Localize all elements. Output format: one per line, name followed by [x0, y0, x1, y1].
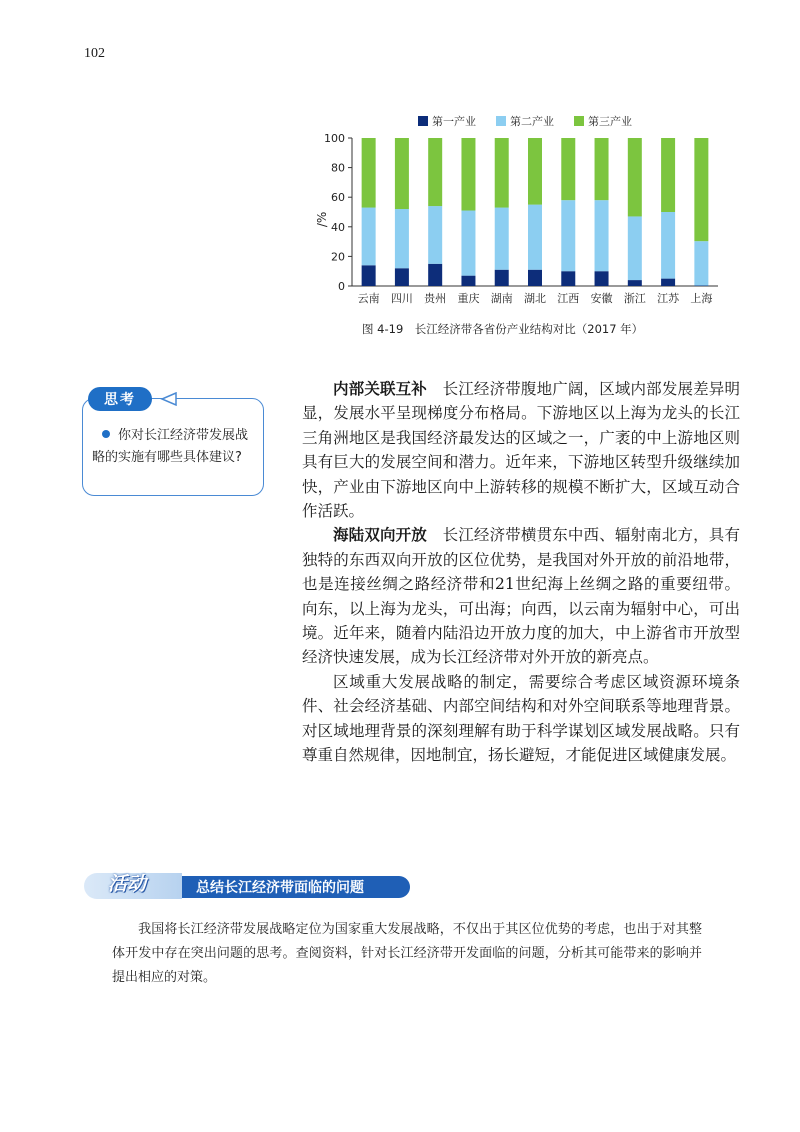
y-tick-label: 60: [331, 191, 345, 205]
bar-segment: [428, 206, 442, 264]
bar-segment: [428, 264, 442, 286]
y-tick-label: 100: [324, 132, 345, 145]
bar-segment: [628, 280, 642, 286]
bar-segment: [362, 208, 376, 266]
bar-segment: [395, 209, 409, 268]
bar-segment: [528, 138, 542, 205]
bar-segment: [561, 271, 575, 286]
bar-segment: [694, 241, 708, 285]
page-number: 102: [84, 46, 105, 61]
industry-structure-chart: [300, 108, 740, 318]
bar-segment: [628, 216, 642, 280]
pointer-arrow-icon: [160, 392, 178, 406]
legend-label: 第三产业: [588, 115, 632, 128]
bar-segment: [528, 270, 542, 286]
x-tick-label: 江苏: [657, 292, 680, 305]
x-tick-label: 云南: [357, 292, 380, 305]
bar-segment: [495, 208, 509, 270]
figure-caption: 图 4-19 长江经济带各省份产业结构对比（2017 年）: [362, 322, 644, 336]
bullet-icon: [102, 430, 110, 438]
bar-segment: [461, 276, 475, 286]
bar-segment: [461, 211, 475, 276]
think-question-text: 你对长江经济带发展战略的实施有哪些具体建议?: [92, 428, 249, 465]
x-tick-label: 贵州: [424, 292, 447, 305]
bar-segment: [395, 138, 409, 209]
bar-segment: [595, 200, 609, 271]
bar-segment: [362, 265, 376, 286]
bar-segment: [495, 270, 509, 286]
legend-swatch: [496, 116, 506, 126]
activity-text-content: 我国将长江经济带发展战略定位为国家重大发展战略，不仅出于其区位优势的考虑，也出于对其整体开发中存在突出问题的思考。查阅资料，针对长江经济带开发面临的问题，分析其可能带来的影响并提出相应的对策。: [112, 922, 702, 985]
think-tag: 思考: [88, 387, 152, 411]
paragraph-internal: [302, 377, 740, 523]
bar-segment: [661, 212, 675, 279]
paragraph-strategy: 区域重大发展战略的制定，需要综合考虑区域资源环境条件、社会经济基础、内部空间结构和对外空间联系等地理背景。对区域地理背景的深刻理解有助于科学谋划区域发展战略。只有尊重自然规律，因地制宜，扬长避短，才能促进区域健康发展。: [302, 672, 740, 765]
x-tick-label: 四川: [390, 292, 413, 305]
legend-label: 第一产业: [432, 115, 476, 128]
activity-title: 总结长江经济带面临的问题: [196, 880, 364, 896]
x-tick-label: 重庆: [457, 292, 480, 305]
bar-segment: [561, 200, 575, 271]
bar-segment: [461, 138, 475, 211]
paragraph-text-opening: 长江经济带横贯东中西、辐射南北方，具有独特的东西双向开放的区位优势，是我国对外开放的前沿地带，也是连接丝绸之路经济带和21世纪海上丝绸之路的重要纽带。向东，以上海为龙头，可出海；向西，以云南为辐射中心，可出境。近年来，随着内陆沿边开放力度的加大，中上游省市开放型经济快速发展，成为长江经济带对外开放的新亮点。: [302, 526, 740, 667]
y-tick-label: 40: [331, 220, 345, 234]
think-question: [92, 425, 258, 469]
activity-text: [112, 918, 702, 990]
bar-segment: [595, 271, 609, 286]
main-text: [302, 377, 740, 768]
bar-segment: [661, 279, 675, 286]
x-tick-label: 上海: [690, 292, 713, 305]
bar-segment: [528, 205, 542, 270]
paragraph-heading-opening: 海陆双向开放: [333, 526, 427, 545]
bar-segment: [694, 138, 708, 241]
paragraph-text-internal: 长江经济带腹地广阔，区域内部发展差异明显，发展水平呈现梯度分布格局。下游地区以上海为龙头的长江三角洲地区是我国经济最发达的区域之一，广袤的中上游地区则具有巨大的发展空间和潜力。近年来，下游地区转型升级继续加快，产业由下游地区向中上游转移的规模不断扩大，区域互动合作活跃。: [302, 380, 740, 521]
bar-segment: [395, 268, 409, 286]
y-axis-label: /%: [315, 211, 329, 228]
x-tick-label: 湖北: [524, 292, 546, 305]
bar-segment: [628, 138, 642, 216]
bar-segment: [561, 138, 575, 200]
bar-segment: [661, 138, 675, 212]
x-tick-label: 江西: [557, 292, 580, 305]
bar-segment: [362, 138, 376, 208]
y-tick-label: 0: [338, 280, 345, 293]
x-tick-label: 浙江: [623, 292, 646, 305]
paragraph-heading-internal: 内部关联互补: [333, 380, 427, 398]
legend-label: 第二产业: [510, 115, 554, 128]
legend-swatch: [574, 116, 584, 126]
paragraph-opening: [302, 523, 740, 669]
bar-segment: [595, 138, 609, 200]
y-tick-label: 20: [331, 250, 345, 264]
bar-segment: [495, 138, 509, 208]
legend-swatch: [418, 116, 428, 126]
x-tick-label: 安徽: [590, 292, 613, 305]
activity-label: 活动: [108, 873, 147, 895]
x-tick-label: 湖南: [490, 292, 513, 305]
bar-segment: [428, 138, 442, 206]
y-tick-label: 80: [331, 161, 345, 175]
